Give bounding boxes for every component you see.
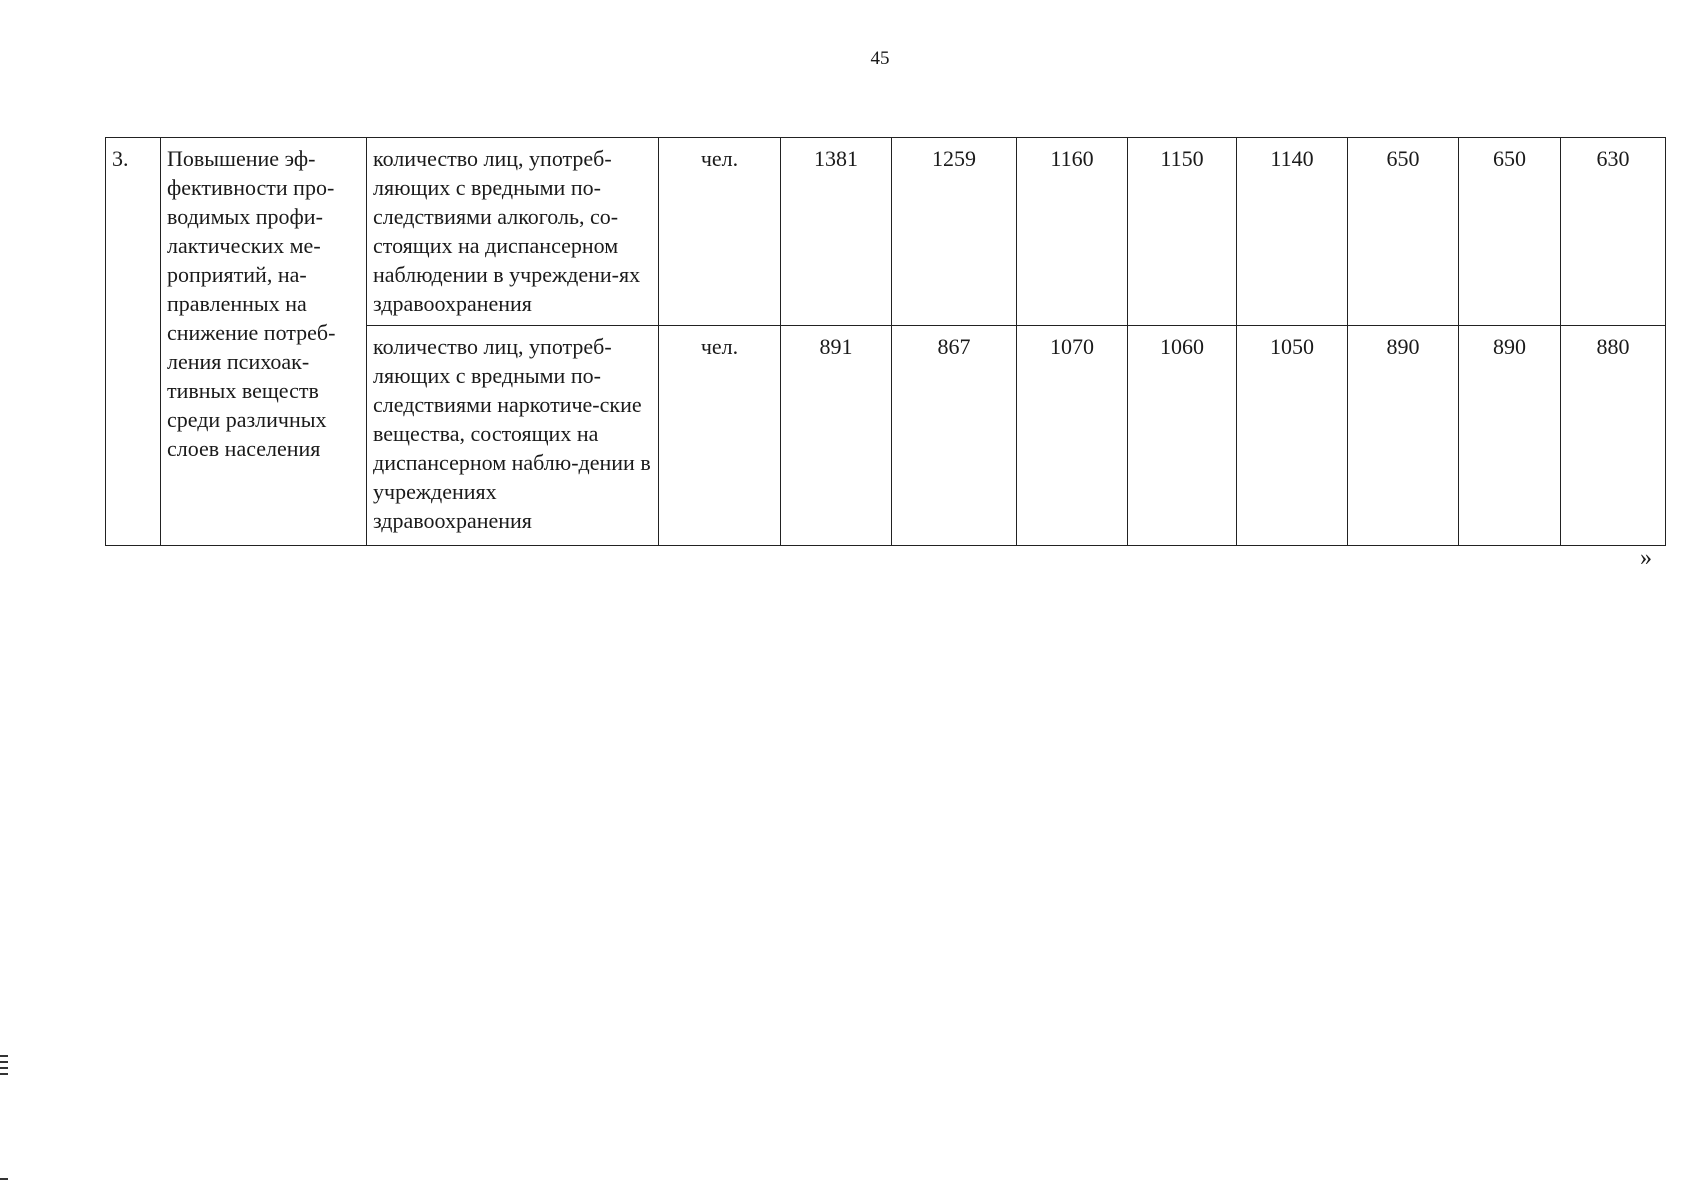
value-cell: 1259 bbox=[892, 138, 1017, 326]
unit-cell: чел. bbox=[659, 326, 781, 546]
row-index-cell: 3. bbox=[106, 138, 161, 546]
scan-margin-tick bbox=[0, 1178, 8, 1180]
value-cell: 650 bbox=[1459, 138, 1561, 326]
value-cell: 650 bbox=[1348, 138, 1459, 326]
value-cell: 1050 bbox=[1237, 326, 1348, 546]
value-cell: 1060 bbox=[1128, 326, 1237, 546]
value-cell: 1070 bbox=[1017, 326, 1128, 546]
value-cell: 1150 bbox=[1128, 138, 1237, 326]
continuation-mark: » bbox=[1640, 545, 1652, 571]
page-number: 45 bbox=[870, 48, 890, 69]
unit-cell: чел. bbox=[659, 138, 781, 326]
value-cell: 1140 bbox=[1237, 138, 1348, 326]
value-cell: 630 bbox=[1561, 138, 1666, 326]
scan-margin-marks bbox=[0, 1055, 8, 1079]
table-row bbox=[106, 138, 1666, 326]
indicators-table bbox=[105, 137, 1666, 546]
value-cell: 880 bbox=[1561, 326, 1666, 546]
indicator-cell: количество лиц, употреб-ляющих с вредными по-следствиями наркотиче-ские вещества, состоящих на диспансерном наблю-дении в учреждениях здравоохранения bbox=[367, 326, 659, 546]
value-cell: 891 bbox=[781, 326, 892, 546]
value-cell: 1381 bbox=[781, 138, 892, 326]
value-cell: 890 bbox=[1459, 326, 1561, 546]
value-cell: 1160 bbox=[1017, 138, 1128, 326]
value-cell: 890 bbox=[1348, 326, 1459, 546]
goal-cell: Повышение эф-фективности про-водимых профи-лактических ме-роприятий, на-правленных на снижение потреб-ления психоак-тивных веществ среди различных слоев населения bbox=[161, 138, 367, 546]
value-cell: 867 bbox=[892, 326, 1017, 546]
indicator-cell: количество лиц, употреб-ляющих с вредными по-следствиями алкоголь, со-стоящих на диспансерном наблюдении в учреждени-ях здравоохранения bbox=[367, 138, 659, 326]
